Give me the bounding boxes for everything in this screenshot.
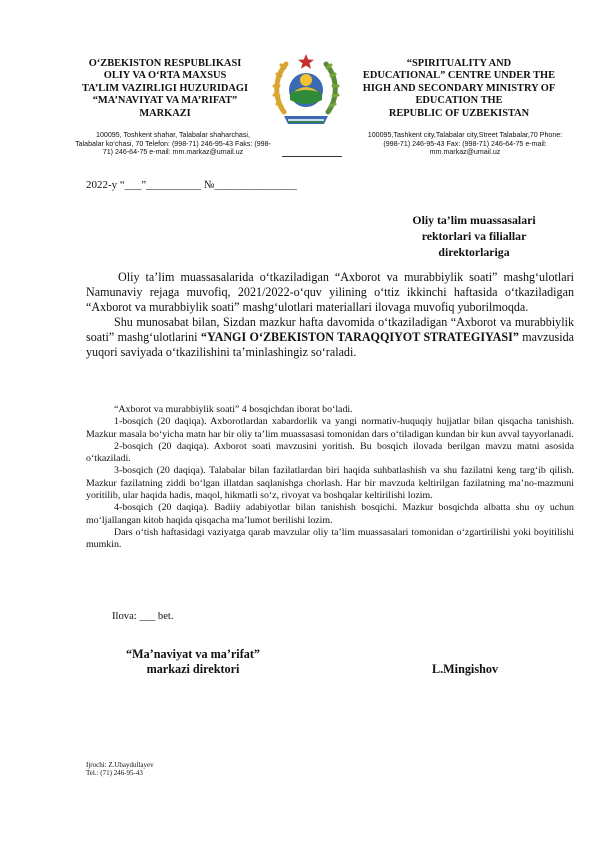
letter-body	[86, 270, 574, 359]
executor-info	[86, 761, 154, 778]
addressee-line: rektorlari va filiallar	[421, 229, 527, 243]
header-left-line: “MA’NAVIYAT VA MA’RIFAT”	[92, 95, 238, 107]
header-left-line: TA’LIM VAZIRLIGI HUZURIDAGI	[81, 82, 249, 94]
topic-title: “YANGI O‘ZBEKISTON TARAQQIYOT STRATEGIYASI”	[200, 329, 519, 344]
signatory-name: L.Mingishov	[432, 662, 499, 676]
address-line: Talabalar ko‘chasi, 70 Telefon: (998-71) 246-95-43 Faks: (998-	[75, 139, 271, 148]
header-right-line: EDUCATIONAL” CENTRE UNDER THE	[362, 70, 556, 82]
addressee	[370, 212, 578, 260]
header-left-line: MARKAZI	[139, 107, 191, 119]
header-divider	[282, 156, 342, 157]
signatory-position: markazi direktori	[146, 662, 240, 676]
state-emblem-icon	[270, 50, 342, 132]
stage-paragraph: 4-bosqich (20 daqiqa). Badiiy adabiyotlar bilan tanishish bosqichi. Mazkur bosqichda albatta shu oy uchun mo‘ljallangan kitob haqida qisqacha ma’lumot berilishi lozim.	[86, 502, 574, 526]
header-right-address	[350, 131, 580, 157]
attachment-note: Ilova: ___ bet.	[112, 611, 174, 622]
executor-name: Ijrochi: Z.Ubaydullayev	[86, 761, 154, 769]
header-left-address	[62, 131, 284, 157]
stage-paragraph: 2-bosqich (20 daqiqa). Axborot soati mavzusini yoritish. Bu bosqich ilovada berilgan mavzu matni asosida o‘tkaziladi.	[86, 440, 574, 465]
body-paragraph	[86, 315, 574, 360]
address-line: 100095, Toshkent shahar, Talabalar shaharchasi,	[96, 131, 250, 139]
signatory-org: “Ma’naviyat va ma’rifat”	[125, 647, 261, 661]
header-left-org-name	[60, 58, 270, 120]
header-left-line: O‘ZBEKISTON RESPUBLIKASI	[88, 58, 242, 69]
stage-paragraph: Dars o‘tish haftasidagi vaziyatga qarab mavzular oliy ta’lim muassasalari tomonidan o‘zgartirilishi yoki boyitilishi mumkin.	[86, 526, 574, 551]
header-right-line: EDUCATION THE	[415, 95, 503, 107]
executor-phone: Tel.: (71) 246-95-43	[86, 769, 143, 778]
date-number-line: 2022-y “___”__________ №_______________	[86, 179, 297, 191]
header-right-line: REPUBLIC OF UZBEKISTAN	[388, 107, 530, 119]
addressee-line: Oliy ta’lim muassasalari	[412, 213, 536, 227]
signatory-title	[108, 647, 278, 677]
session-stages	[86, 404, 574, 552]
body-paragraph: Oliy ta’lim muassasalarida o‘tkaziladigan “Axborot va murabbiylik soati” mashg‘ulotlari Namunaviy rejaga muvofiq, 2021/2022-o‘quv yilining o‘ttiz ikkinchi haftasida o‘tkaziladigan “Axborot va murabbiylik soati” mashg‘ulotlari materiallari ilovaga muvofiq yuborilmoqda.	[86, 270, 574, 314]
header-left-line: OLIY VA O‘RTA MAXSUS	[103, 70, 227, 82]
stage-paragraph: 1-bosqich (20 daqiqa). Axborotlardan xabardorlik va yangi normativ-huquqiy hujjatlar bilan qisqacha tanishish. Mazkur masala bo‘yicha matn har bir oliy ta’lim muassasasi tomonidan dars o‘tiladigan kundan bir kun avval tayyorlanadi.	[86, 416, 574, 440]
header-right-org-name	[340, 58, 578, 120]
addressee-line: direktorlariga	[438, 245, 510, 259]
address-line: mm.markaz@umail.uz	[429, 148, 501, 157]
body-text: mavzusida yuqori saviyada o‘tkazilishini ta’minlashingiz so‘raladi.	[86, 329, 574, 359]
address-line: (998-71) 246-95-43 Fax: (998-71) 246-64-75 e-mail:	[383, 139, 547, 148]
stage-paragraph: “Axborot va murabbiylik soati” 4 bosqichdan iborat bo‘ladi.	[114, 404, 353, 415]
header-right-line: “SPIRITUALITY AND	[406, 58, 512, 69]
header-right-line: HIGH AND SECONDARY MINISTRY OF	[362, 82, 556, 94]
address-line: 100095,Tashkent city,Talabalar city,Street Talabalar,70 Phone:	[367, 131, 563, 139]
stage-paragraph: 3-bosqich (20 daqiqa). Talabalar bilan fazilatlardan biri haqida suhbatlashish va shu fazilatni keng targ‘ib qilish. Mazkur fazilatning ziddi bo‘lgan illatdan saqlanishga chorlash. Har bir mavzuda keltirilgan fazilatning ma’no-mazmuni yoritilib, ular haqida hadis, maqol, hikmatli so‘z, rivoyat va boshqalar keltirilishi lozim.	[86, 465, 574, 502]
address-line: 71) 246-64-75 e-mail: mm.markaz@umail.uz	[102, 148, 244, 157]
body-text: Shu munosabat bilan, Sizdan mazkur hafta davomida o‘tkaziladigan “Axborot va murabbiylik soati” mashg‘ulotlarini	[86, 314, 574, 344]
